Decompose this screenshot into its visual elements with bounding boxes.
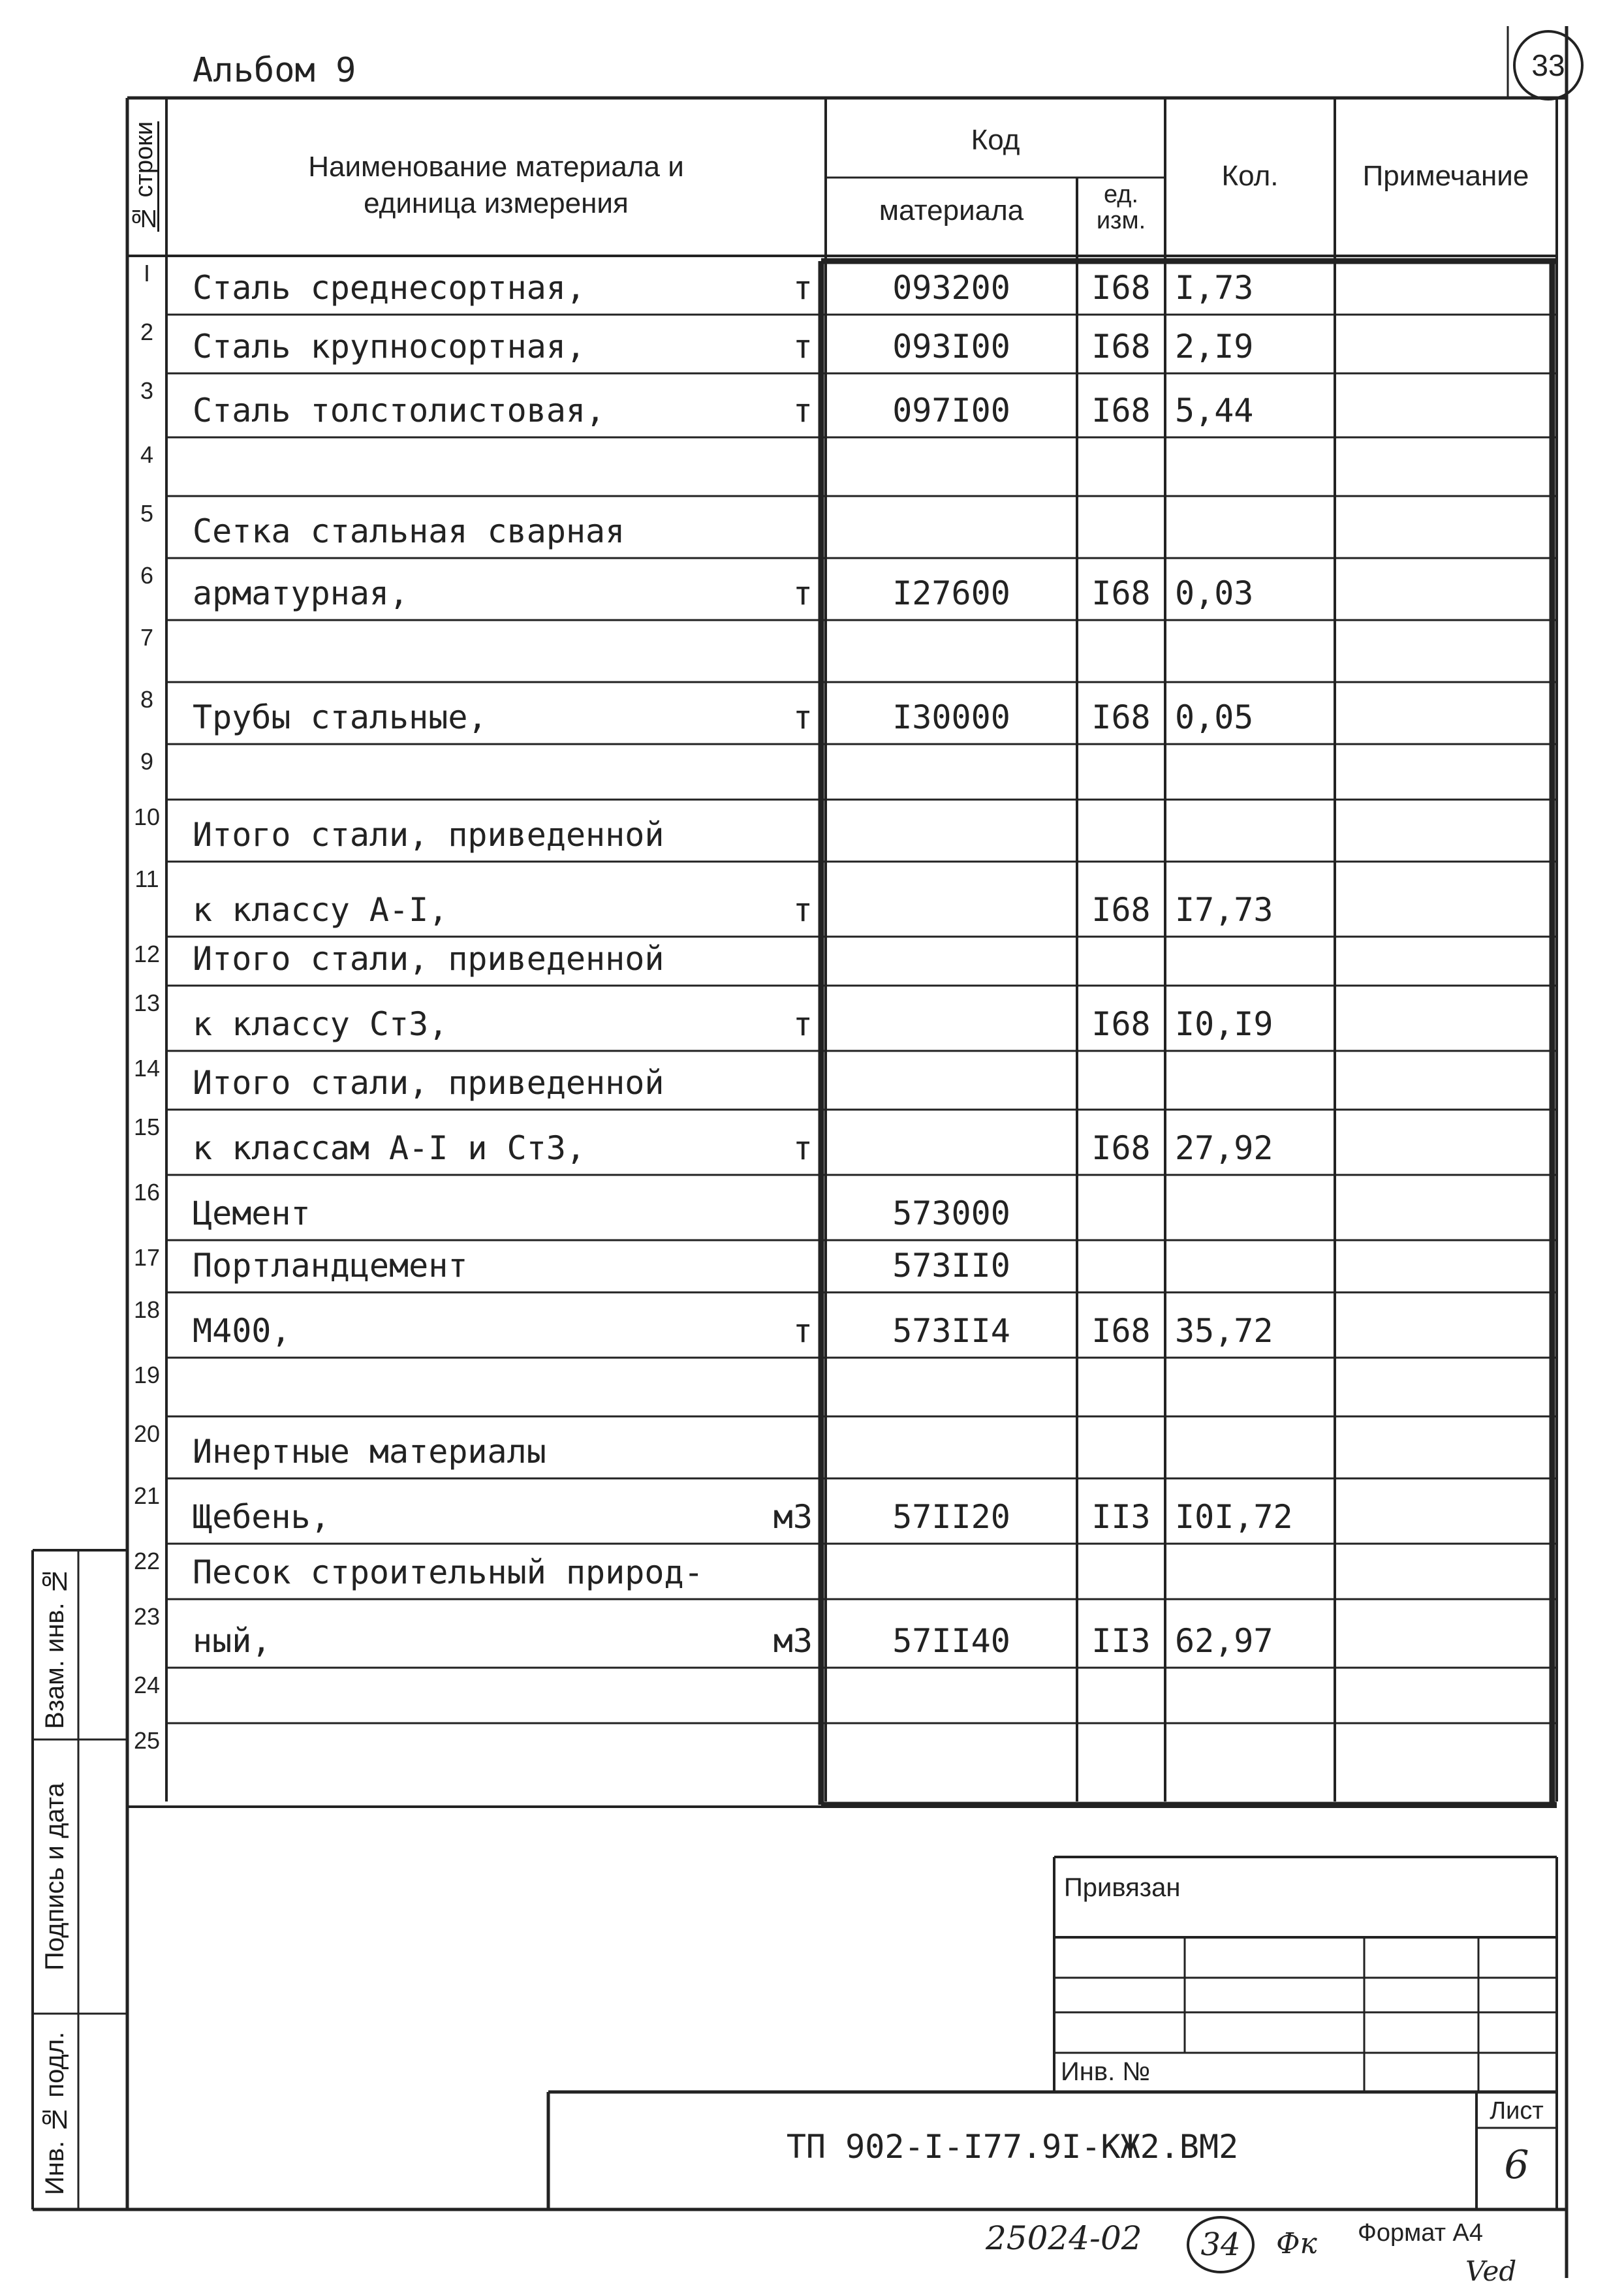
unit-code: II3: [1091, 1622, 1151, 1660]
row-number: 6: [140, 562, 154, 589]
row-number: 3: [140, 377, 154, 404]
row-number: 23: [133, 1603, 161, 1630]
unit-of-measure: т: [792, 392, 813, 429]
unit-of-measure: т: [792, 328, 813, 366]
page-number: 33: [1531, 48, 1565, 82]
material-name: арматурная,: [193, 574, 409, 612]
row-number: 15: [133, 1114, 161, 1140]
footer-circle: [1187, 2216, 1255, 2273]
quantity: 62,97: [1175, 1622, 1273, 1660]
material-name: Сталь крупносортная,: [193, 328, 586, 366]
material-name: Инертные материалы: [193, 1433, 546, 1471]
material-name: к классу Ст3,: [193, 1005, 448, 1043]
material-name: Итого стали, приведенной: [193, 940, 664, 978]
unit-of-measure: м3: [773, 1622, 813, 1660]
unit-code: I68: [1091, 1312, 1151, 1350]
material-code: 573000: [892, 1194, 1010, 1232]
footer-format: Формат А4: [1358, 2219, 1484, 2247]
material-code: I30000: [892, 698, 1010, 736]
row-number: 18: [133, 1296, 161, 1323]
header-unit-line2: изм.: [1096, 207, 1146, 234]
unit-code: I68: [1091, 328, 1151, 366]
material-name: Щебень,: [193, 1498, 330, 1536]
header-unit-line1: ед.: [1103, 181, 1139, 208]
quantity: 5,44: [1175, 392, 1254, 429]
material-name: Песок строительный природ-: [193, 1553, 704, 1591]
row-number: 11: [134, 866, 159, 892]
material-name: Сетка стальная сварная: [193, 512, 625, 550]
material-name: Итого стали, приведенной: [193, 1064, 664, 1102]
material-code: 097I00: [892, 392, 1010, 429]
header-name: [215, 149, 777, 222]
unit-of-measure: т: [792, 574, 813, 612]
row-number: 20: [133, 1420, 161, 1447]
unit-of-measure: т: [792, 269, 813, 307]
quantity: I0,I9: [1175, 1005, 1273, 1043]
material-name: Трубы стальные,: [193, 698, 488, 736]
material-code: I27600: [892, 574, 1010, 612]
sheet-label: Лист: [1490, 2097, 1544, 2125]
row-number: 7: [140, 624, 154, 651]
page-number-circle: [1513, 30, 1584, 101]
unit-code: II3: [1091, 1498, 1151, 1536]
material-name: к классам А-I и Ст3,: [193, 1129, 586, 1167]
row-number: 19: [133, 1362, 161, 1388]
stamp-privyazan: Привязан: [1064, 1873, 1181, 1902]
quantity: 0,05: [1175, 698, 1254, 736]
side-label-vzam: Взам. инв. №: [40, 1567, 69, 1730]
document-code: ТП 902-I-I77.9I-КЖ2.ВМ2: [786, 2128, 1239, 2166]
row-number: I: [143, 260, 150, 287]
material-code: 573II4: [892, 1312, 1010, 1350]
sheet-number: 6: [1504, 2142, 1529, 2188]
header-note: Примечание: [1362, 160, 1529, 192]
row-number: 10: [133, 803, 161, 830]
unit-code: I68: [1091, 1005, 1151, 1043]
side-label-inv-podl: Инв. № подл.: [40, 2031, 69, 2195]
quantity: 35,72: [1175, 1312, 1273, 1350]
material-name: Итого стали, приведенной: [193, 816, 664, 854]
quantity: I0I,72: [1175, 1498, 1293, 1536]
material-name: М400,: [193, 1312, 291, 1350]
header-code: Код: [971, 124, 1020, 156]
quantity: 27,92: [1175, 1129, 1273, 1167]
unit-code: I68: [1091, 698, 1151, 736]
row-number: 14: [133, 1055, 161, 1082]
unit-code: I68: [1091, 1129, 1151, 1167]
quantity: I,73: [1175, 269, 1254, 307]
material-name: Сталь толстолистовая,: [193, 392, 606, 429]
row-number: 4: [140, 441, 154, 468]
footer-circled-number: 34: [1200, 2226, 1241, 2263]
album-title: Альбом 9: [193, 51, 356, 90]
row-number: 17: [133, 1244, 161, 1271]
footer-number: 25024-02: [986, 2219, 1142, 2257]
unit-code: I68: [1091, 574, 1151, 612]
unit-of-measure: т: [792, 1129, 813, 1167]
row-number: 12: [133, 941, 161, 967]
row-number: 8: [140, 686, 154, 713]
material-code: 093I00: [892, 328, 1010, 366]
material-code: 093200: [892, 269, 1010, 307]
quantity: 0,03: [1175, 574, 1254, 612]
footer-signature: Ved: [1465, 2255, 1517, 2287]
row-number: 25: [133, 1727, 161, 1754]
row-number: 24: [133, 1672, 161, 1698]
header-qty: Кол.: [1221, 160, 1279, 192]
unit-of-measure: т: [792, 698, 813, 736]
row-number: 21: [133, 1482, 161, 1509]
row-number: 5: [140, 500, 154, 527]
side-label-podpis: Подпись и дата: [40, 1783, 69, 1971]
material-name: Портландцемент: [193, 1247, 468, 1285]
material-code: 57II40: [892, 1622, 1010, 1660]
unit-of-measure: т: [792, 891, 813, 929]
header-unit-code: [1077, 181, 1165, 234]
material-name: Цемент: [193, 1194, 311, 1232]
quantity: I7,73: [1175, 891, 1273, 929]
material-name: Сталь среднесортная,: [193, 269, 586, 307]
header-name-line2: единица измерения: [364, 187, 629, 219]
unit-code: I68: [1091, 269, 1151, 307]
header-name-line1: Наименование материала и: [308, 151, 684, 183]
unit-code: I68: [1091, 392, 1151, 429]
unit-of-measure: т: [792, 1312, 813, 1350]
stamp-inv: Инв. №: [1061, 2057, 1151, 2086]
row-number: 9: [140, 748, 154, 775]
row-number: 16: [133, 1179, 161, 1206]
row-number: 2: [140, 319, 154, 345]
header-material-code: материала: [879, 195, 1024, 226]
row-number: 13: [133, 990, 161, 1016]
quantity: 2,I9: [1175, 328, 1254, 366]
material-code: 57II20: [892, 1498, 1010, 1536]
unit-of-measure: т: [792, 1005, 813, 1043]
unit-of-measure: м3: [773, 1498, 813, 1536]
unit-code: I68: [1091, 891, 1151, 929]
header-row-no: № строки: [131, 121, 158, 232]
footer-initials: Фк: [1276, 2227, 1317, 2260]
row-number: 22: [133, 1548, 161, 1574]
material-name: ный,: [193, 1622, 272, 1660]
material-name: к классу А-I,: [193, 891, 448, 929]
material-code: 573II0: [892, 1247, 1010, 1285]
